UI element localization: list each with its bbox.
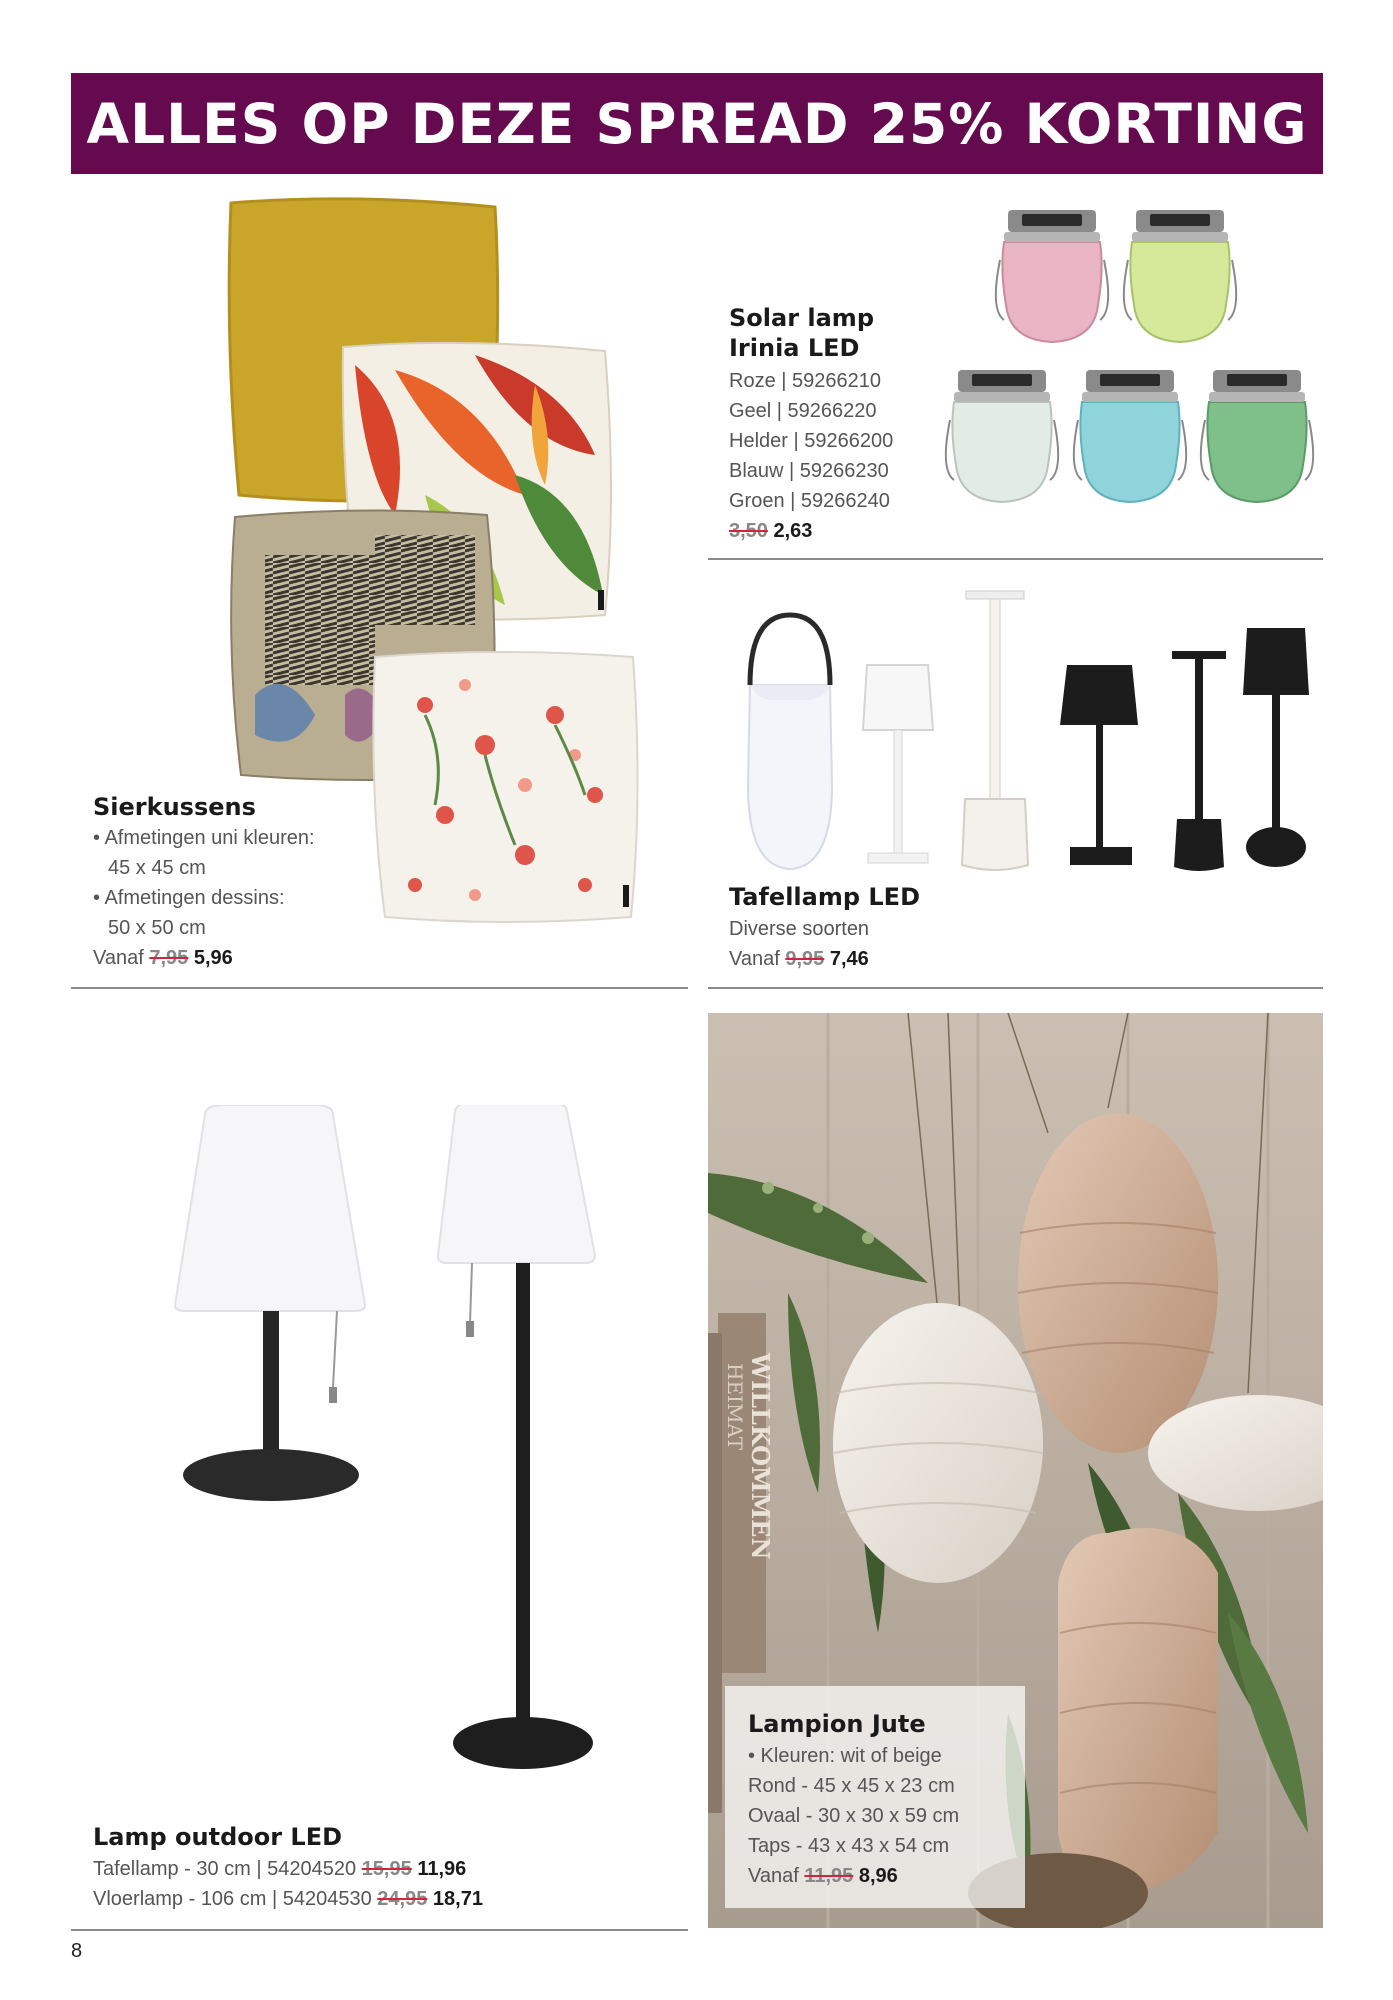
divider: [708, 558, 1323, 560]
divider: [71, 987, 688, 989]
sierkussens-price: [93, 943, 233, 973]
lampion-title: Lampion Jute: [748, 1710, 926, 1738]
sierkussens-bullet-2-value: 50 x 50 cm: [108, 917, 206, 939]
sierkussens-bullet-1-value: 45 x 45 cm: [108, 857, 206, 879]
lampion-bullet: • Kleuren: wit of beige: [748, 1745, 942, 1767]
new-price: 5,96: [193, 947, 233, 969]
solar-variant: Roze | 59266210: [729, 370, 881, 392]
divider: [71, 1929, 688, 1931]
from-label: Vanaf: [729, 948, 780, 970]
cushions-image: [225, 195, 665, 925]
solar-title-2: Irinia LED: [729, 334, 860, 362]
new-price: 11,96: [417, 1858, 467, 1880]
old-price: 3,50: [729, 520, 768, 542]
new-price: 2,63: [773, 520, 813, 542]
tafellamp-title: Tafellamp LED: [729, 883, 920, 911]
solar-jars-image: [940, 205, 1325, 510]
tafellamp-subtitle: Diverse soorten: [729, 918, 870, 940]
outdoor-row-1: [93, 1854, 466, 1884]
new-price: 18,71: [432, 1888, 483, 1910]
promo-banner: [71, 73, 1323, 174]
old-price: 24,95: [377, 1888, 428, 1910]
page-number: 8: [71, 1940, 83, 1962]
tafellamp-price: [729, 944, 869, 974]
sierkussens-bullet-1: • Afmetingen uni kleuren:: [93, 827, 315, 849]
old-price: 9,95: [785, 948, 825, 970]
old-price: 11,95: [804, 1865, 854, 1887]
solar-variant: Helder | 59266200: [729, 430, 894, 452]
lampion-sign-text: WILLKOMMEN: [746, 1353, 775, 1560]
old-price: 15,95: [361, 1858, 412, 1880]
solar-variant: Groen | 59266240: [729, 490, 890, 512]
promo-banner-text: ALLES OP DEZE SPREAD 25% KORTING: [86, 91, 1308, 156]
outdoor-row-2: [93, 1884, 483, 1914]
new-price: 8,96: [858, 1865, 898, 1887]
lampion-ovaal: Ovaal - 30 x 30 x 59 cm: [748, 1805, 960, 1827]
old-price: 7,95: [149, 947, 189, 969]
lampion-rond: Rond - 45 x 45 x 23 cm: [748, 1775, 955, 1797]
outdoor-title: Lamp outdoor LED: [93, 1823, 343, 1851]
outdoor-row-2-text: Vloerlamp - 106 cm | 54204530: [93, 1888, 372, 1910]
solar-price: [729, 516, 812, 546]
from-label: Vanaf: [748, 1865, 799, 1887]
from-label: Vanaf: [93, 947, 144, 969]
lampion-price: [748, 1861, 898, 1891]
divider: [708, 987, 1323, 989]
solar-title-1: Solar lamp: [729, 304, 874, 332]
lampion-sign-text-2: HEIMAT: [723, 1363, 747, 1451]
sierkussens-title: Sierkussens: [93, 793, 256, 821]
new-price: 7,46: [829, 948, 869, 970]
lampion-taps: Taps - 43 x 43 x 54 cm: [748, 1835, 950, 1857]
table-lamps-image: [740, 585, 1325, 875]
outdoor-row-1-text: Tafellamp - 30 cm | 54204520: [93, 1858, 357, 1880]
solar-variant: Geel | 59266220: [729, 400, 877, 422]
outdoor-lamps-image: [165, 1105, 605, 1795]
sierkussens-bullet-2: • Afmetingen dessins:: [93, 887, 285, 909]
solar-variant: Blauw | 59266230: [729, 460, 889, 482]
